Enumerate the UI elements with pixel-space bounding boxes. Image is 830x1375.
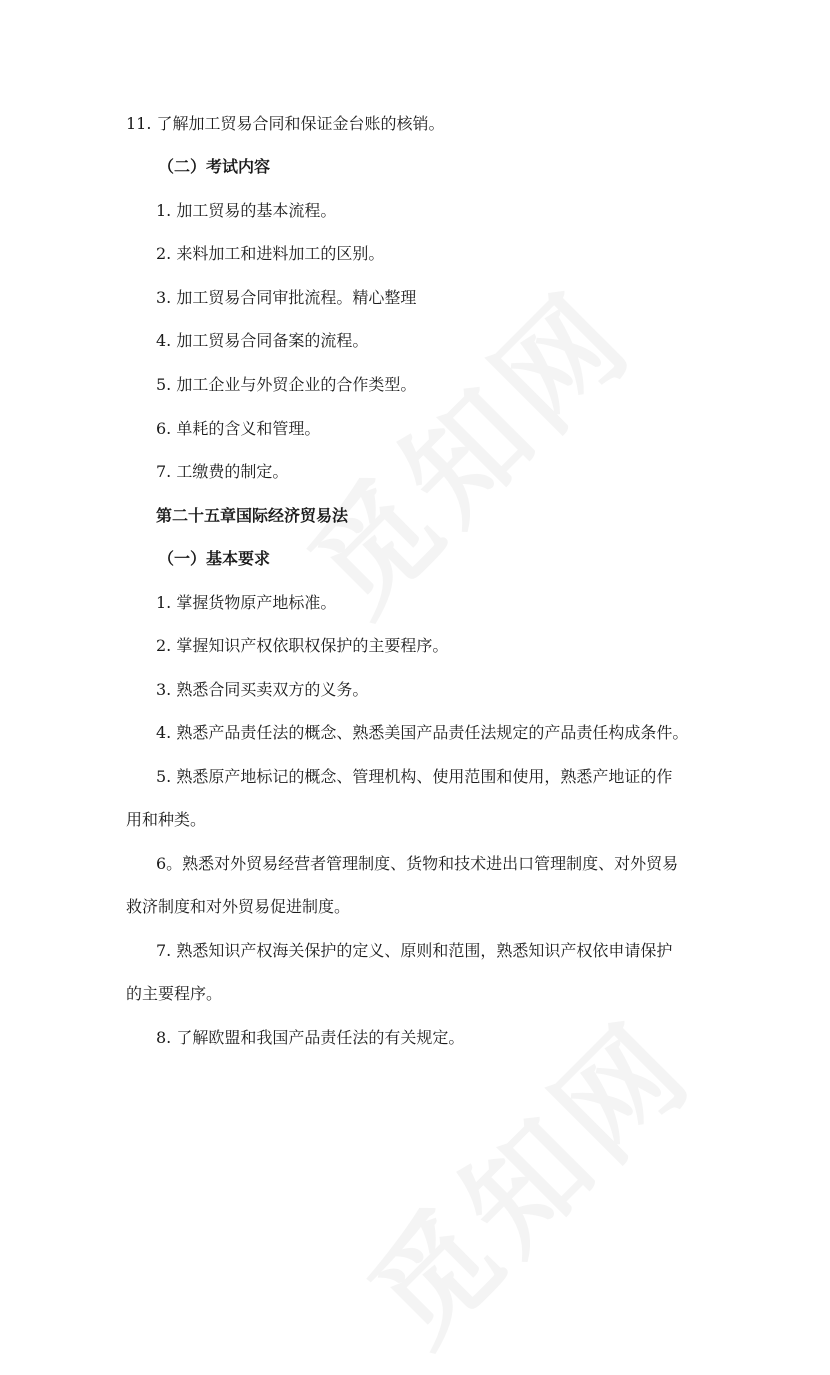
list-item: 4. 熟悉产品责任法的概念、熟悉美国产品责任法规定的产品责任构成条件。 — [156, 723, 689, 742]
list-item: 1. 掌握货物原产地标准。 — [156, 593, 337, 612]
list-item: 3. 加工贸易合同审批流程。精心整理 — [156, 288, 417, 307]
chapter-heading: 第二十五章国际经济贸易法 — [156, 506, 349, 525]
list-item-continuation: 用和种类。 — [126, 810, 207, 829]
list-item: 2. 来料加工和进料加工的区别。 — [156, 244, 385, 263]
section-heading: （一）基本要求 — [158, 549, 271, 568]
list-item: 11. 了解加工贸易合同和保证金台账的核销。 — [126, 114, 445, 133]
section-heading: （二）考试内容 — [158, 157, 271, 176]
list-item-continuation: 的主要程序。 — [126, 984, 223, 1003]
list-item: 7. 工缴费的制定。 — [156, 462, 289, 481]
list-item: 6。熟悉对外贸易经营者管理制度、货物和技术进出口管理制度、对外贸易 — [156, 854, 679, 873]
list-item: 2. 掌握知识产权依职权保护的主要程序。 — [156, 636, 449, 655]
list-item: 6. 单耗的含义和管理。 — [156, 419, 321, 438]
list-item: 3. 熟悉合同买卖双方的义务。 — [156, 680, 369, 699]
list-item: 8. 了解欧盟和我国产品责任法的有关规定。 — [156, 1028, 465, 1047]
list-item: 1. 加工贸易的基本流程。 — [156, 201, 337, 220]
list-item: 5. 熟悉原产地标记的概念、管理机构、使用范围和使用，熟悉产地证的作 — [156, 767, 673, 786]
list-item: 5. 加工企业与外贸企业的合作类型。 — [156, 375, 417, 394]
list-item-continuation: 救济制度和对外贸易促进制度。 — [126, 897, 351, 916]
list-item: 7. 熟悉知识产权海关保护的定义、原则和范围，熟悉知识产权依申请保护 — [156, 941, 673, 960]
list-item: 4. 加工贸易合同备案的流程。 — [156, 331, 369, 350]
